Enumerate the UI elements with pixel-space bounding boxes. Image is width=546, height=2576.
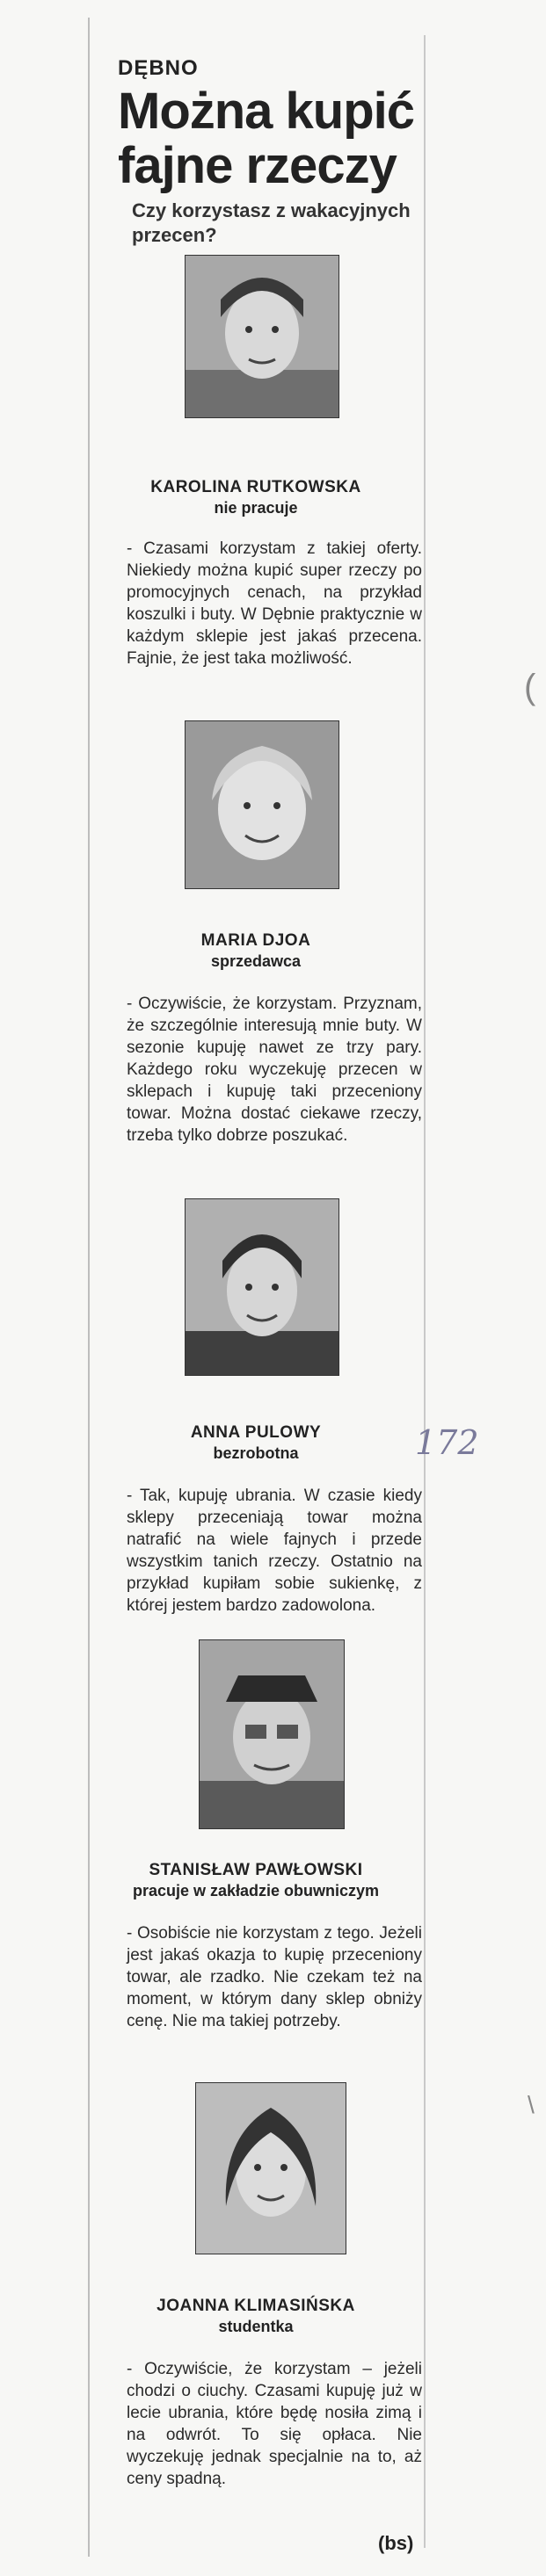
interviewee-role: studentka: [218, 2318, 294, 2335]
portrait-photo: [185, 1198, 339, 1376]
interviewee-role: nie pracuje: [214, 499, 298, 517]
interviewee-name: MARIA DJOA: [200, 931, 311, 950]
column-rule-left: [88, 18, 90, 2557]
interview-answer: - Czasami korzystam z takiej oferty. Niekiedy można kupić super rzeczy po promocyjnych cenach, na przykład koszulki i buty. W Dębnie praktycznie w każdym sklepie jest jakaś przecena. Fajnie, że jest taka możliwość.: [127, 539, 422, 668]
portrait-photo: [185, 255, 339, 418]
interviewee-name: JOANNA KLIMASIŃSKA: [157, 2297, 355, 2315]
portrait-photo: [185, 720, 339, 889]
interviewee-name: STANISŁAW PAWŁOWSKI: [149, 1861, 363, 1879]
handwritten-note: 172: [415, 1423, 479, 1462]
question: Czy korzystasz z wakacyjnych przecen?: [132, 199, 411, 246]
interviewee-name: ANNA PULOWY: [190, 1423, 322, 1442]
headline: Można kupić fajne rzeczy: [118, 83, 415, 194]
interview-answer: - Tak, kupuję ubrania. W czasie kiedy sklepy przeceniają towar można natrafić na wiele fajnych i przede wszystkim tanich rzeczy. Ostatnio na przykład kupiłam sobie sukienkę, z której jestem bardzo zadowolona.: [127, 1487, 422, 1615]
interview-answer: - Osobiście nie korzystam z tego. Jeżeli jest jakaś okazja to kupię przeceniony towar, ale rzadko. Nie czekam też na moment, w którym dany sklep obniży cenę. Nie ma takiej potrzeby.: [127, 1924, 422, 2030]
portrait-photo: [199, 1639, 345, 1829]
interviewee-role: sprzedawca: [210, 952, 302, 970]
scan-mark: (: [524, 668, 536, 706]
interviewee-name: KAROLINA RUTKOWSKA: [150, 478, 361, 496]
interviewee-role: pracuje w zakładzie obuwniczym: [132, 1882, 380, 1899]
scan-mark: \: [528, 2091, 535, 2118]
interviewee-role: bezrobotna: [213, 1444, 299, 1462]
column-rule-right: [424, 35, 426, 2548]
author-signature: (bs): [378, 2532, 414, 2554]
portrait-photo: [195, 2082, 346, 2254]
section-label: DĘBNO: [118, 56, 199, 80]
interview-answer: - Oczywiście, że korzystam. Przyznam, że szczególnie interesują mnie buty. W sezonie kupuję nawet ze trzy pary. Każdego roku wyczekuję przecen w sklepach i kupuję taki przeceniony towar. Można dostać ciekawe rzeczy, trzeba tylko dobrze poszukać.: [127, 995, 422, 1145]
interview-answer: - Oczywiście, że korzystam – jeżeli chodzi o ciuchy. Czasami kupuję już w lecie ubrania, które będę nosiła zimą i na odwrót. To się opłaca. Nie wyczekuję jednak specjalnie na to, aż ceny spadną.: [127, 2360, 422, 2488]
